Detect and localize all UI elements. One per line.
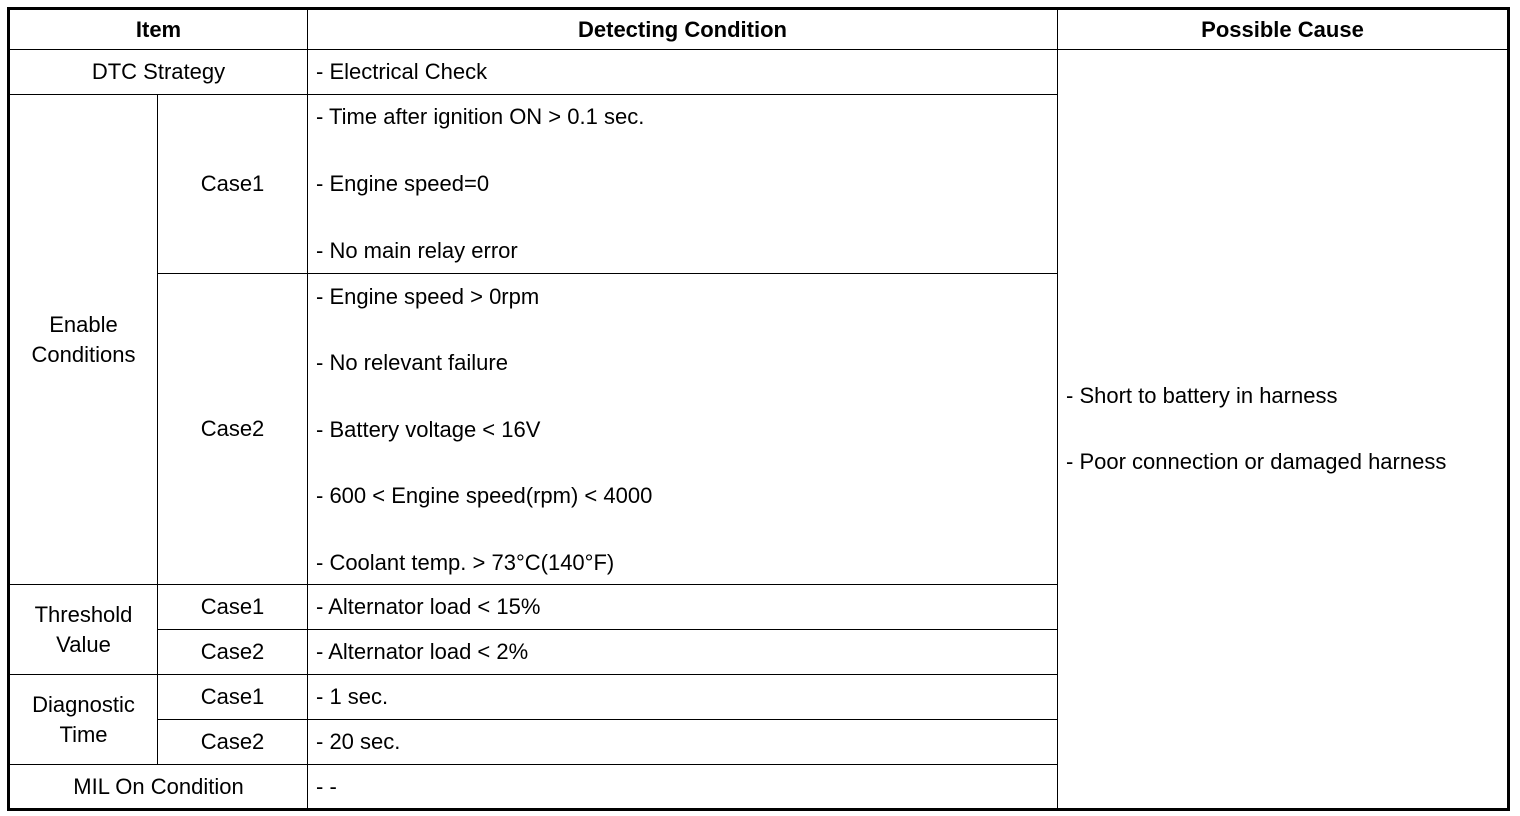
enable-label-line1: Enable <box>49 311 118 337</box>
enable-case1-label: Case1 <box>158 95 308 274</box>
enable-case2-line-1: - Engine speed > 0rpm <box>316 283 540 309</box>
enable-case1-conditions <box>308 95 1058 274</box>
dtc-strategy-label: DTC Strategy <box>9 50 308 95</box>
diagnostic-case2-value: - 20 sec. <box>308 720 1058 765</box>
enable-case2-label: Case2 <box>158 274 308 585</box>
row-dtc-strategy <box>9 50 1509 95</box>
diagnostic-case1-label: Case1 <box>158 675 308 720</box>
enable-case2-line-2: - No relevant failure <box>316 350 508 375</box>
possible-cause-2: - Poor connection or damaged harness <box>1066 449 1447 474</box>
diagnostic-label-line2: Time <box>59 721 108 747</box>
enable-label-line2: Conditions <box>31 341 136 367</box>
possible-cause-cell <box>1058 50 1509 810</box>
diagnostic-label-line1: Diagnostic <box>32 691 135 717</box>
header-detecting-condition: Detecting Condition <box>308 9 1058 50</box>
diagnostic-case1-value: - 1 sec. <box>308 675 1058 720</box>
threshold-case1-label: Case1 <box>158 585 308 630</box>
dtc-strategy-value: - Electrical Check <box>308 50 1058 95</box>
header-possible-cause: Possible Cause <box>1058 9 1509 50</box>
enable-case2-line-4: - 600 < Engine speed(rpm) < 4000 <box>316 483 653 508</box>
enable-case2-line-3: - Battery voltage < 16V <box>316 416 541 442</box>
enable-case1-line-3: - No main relay error <box>316 238 518 263</box>
threshold-case2-value: - Alternator load < 2% <box>308 630 1058 675</box>
threshold-label-line1: Threshold <box>34 601 133 627</box>
mil-on-condition-value: - - <box>308 765 1058 810</box>
header-row <box>9 9 1509 50</box>
threshold-label-line2: Value <box>56 631 111 657</box>
header-item: Item <box>9 9 308 50</box>
threshold-case1-value: - Alternator load < 15% <box>308 585 1058 630</box>
dtc-table <box>7 7 1510 811</box>
enable-conditions-label <box>9 95 158 585</box>
enable-case2-line-5: - Coolant temp. > 73°C(140°F) <box>316 549 615 575</box>
enable-case1-line-2: - Engine speed=0 <box>316 171 490 196</box>
enable-case2-conditions <box>308 274 1058 585</box>
threshold-case2-label: Case2 <box>158 630 308 675</box>
enable-case1-line-1: - Time after ignition ON > 0.1 sec. <box>316 104 645 129</box>
diagnostic-time-label <box>9 675 158 765</box>
threshold-value-label <box>9 585 158 675</box>
diagnostic-case2-label: Case2 <box>158 720 308 765</box>
mil-on-condition-label: MIL On Condition <box>9 765 308 810</box>
possible-cause-1: - Short to battery in harness <box>1066 383 1338 408</box>
